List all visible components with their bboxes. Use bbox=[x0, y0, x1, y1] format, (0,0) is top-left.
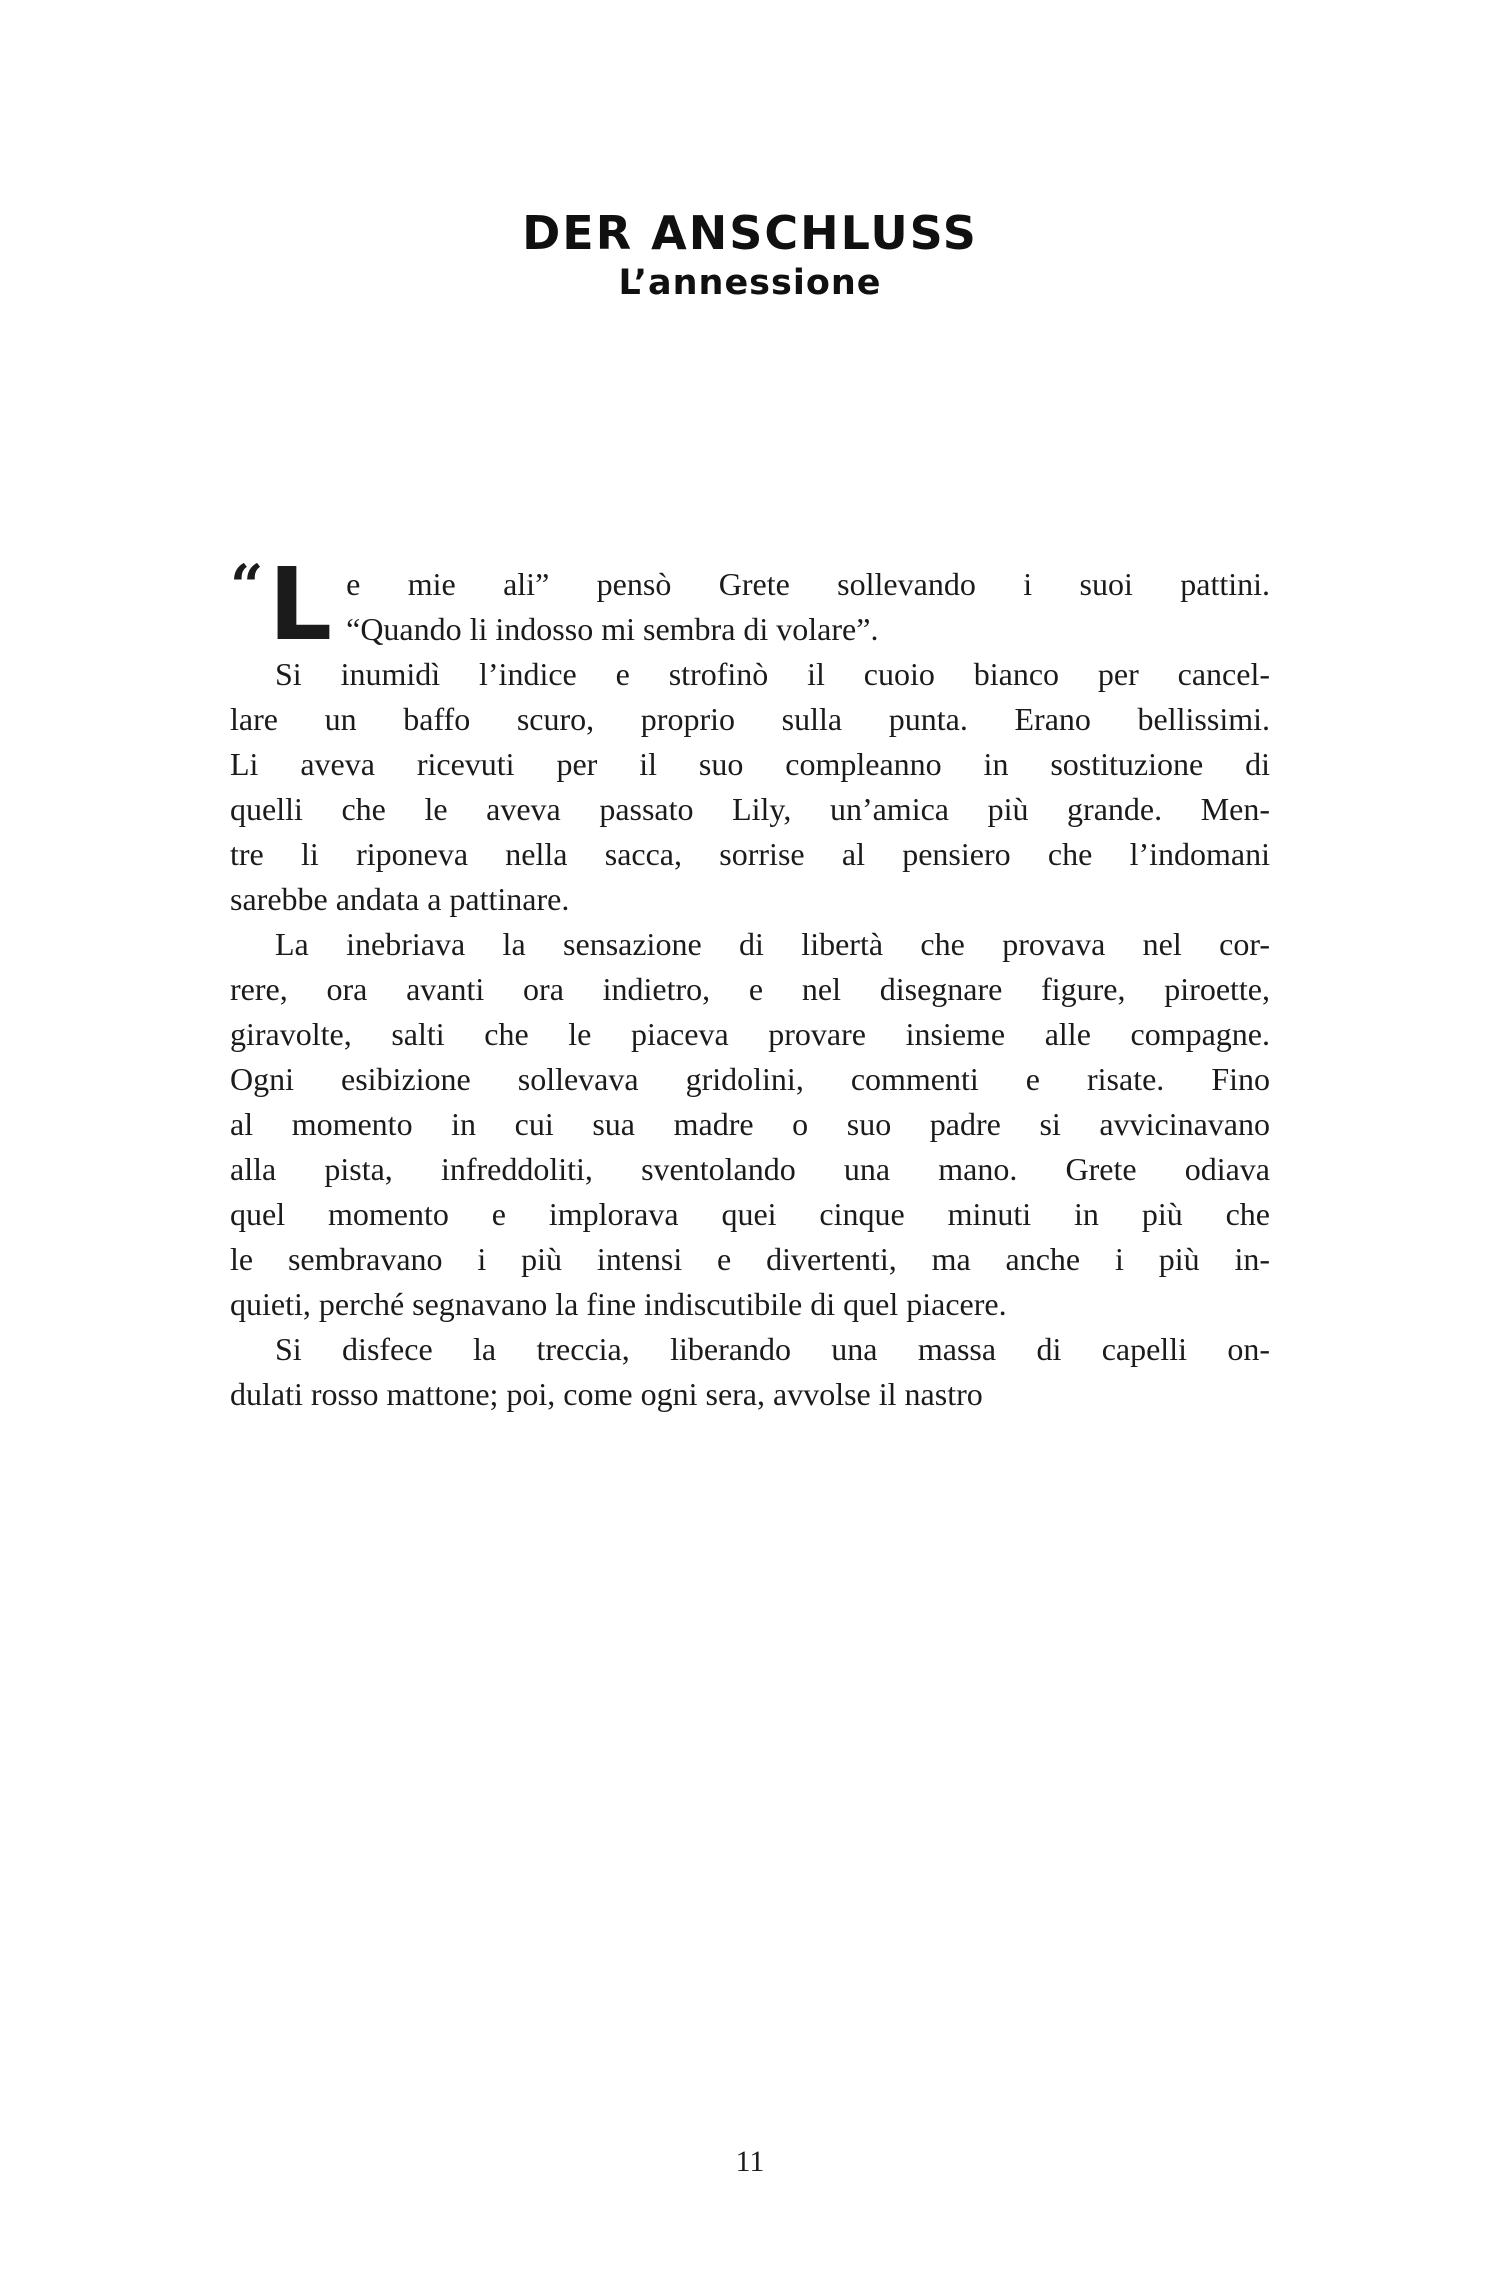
paragraph bbox=[230, 1327, 1270, 1417]
chapter-title: DER ANSCHLUSS bbox=[522, 206, 978, 260]
page-number: 11 bbox=[735, 2145, 765, 2178]
text-line: al momento in cui sua madre o suo padre si avvicinavano bbox=[230, 1106, 1270, 1142]
text-line: sarebbe andata a pattinare. bbox=[230, 881, 570, 917]
text-line: quelli che le aveva passato Lily, un’amica più grande. Men- bbox=[230, 791, 1270, 827]
text-line: Ogni esibizione sollevava gridolini, commenti e risate. Fino bbox=[230, 1061, 1270, 1097]
text-line: alla pista, infreddoliti, sventolando una mano. Grete odiava bbox=[230, 1151, 1270, 1187]
text-line: Li aveva ricevuti per il suo compleanno in sostituzione di bbox=[230, 746, 1270, 782]
text-line: e mie ali” pensò Grete sollevando i suoi pattini. bbox=[346, 566, 1270, 602]
page-footer bbox=[0, 2145, 1500, 2179]
text-line: tre li riponeva nella sacca, sorrise al pensiero che l’indomani bbox=[230, 836, 1270, 872]
text-line: quel momento e implorava quei cinque minuti in più che bbox=[230, 1196, 1270, 1232]
text-line: “Quando li indosso mi sembra di volare”. bbox=[346, 611, 879, 647]
text-line: le sembravano i più intensi e divertenti, ma anche i più in- bbox=[230, 1241, 1270, 1277]
text-line: Si inumidì l’indice e strofinò il cuoio bianco per cancel- bbox=[275, 656, 1270, 692]
chapter-subtitle: L’annessione bbox=[618, 262, 882, 303]
paragraph bbox=[230, 922, 1270, 1327]
text-line: Si disfece la treccia, liberando una massa di capelli on- bbox=[275, 1331, 1270, 1367]
text-line: quieti, perché segnavano la fine indiscutibile di quel piacere. bbox=[230, 1286, 1007, 1322]
body-text bbox=[230, 546, 1270, 1417]
text-line: dulati rosso mattone; poi, come ogni sera, avvolse il nastro bbox=[230, 1376, 983, 1412]
paragraph bbox=[230, 546, 1270, 663]
drop-cap bbox=[230, 546, 333, 663]
text-line: giravolte, salti che le piaceva provare insieme alle compagne. bbox=[230, 1016, 1270, 1052]
opening-quote-mark: “ bbox=[230, 552, 264, 620]
text-line: La inebriava la sensazione di libertà che provava nel cor- bbox=[275, 926, 1270, 962]
chapter-header bbox=[0, 208, 1500, 303]
text-line: lare un baffo scuro, proprio sulla punta. Erano bellissimi. bbox=[230, 701, 1270, 737]
paragraph bbox=[230, 652, 1270, 922]
text-line: rere, ora avanti ora indietro, e nel disegnare figure, piroette, bbox=[230, 971, 1270, 1007]
drop-cap-letter: L bbox=[268, 546, 333, 663]
